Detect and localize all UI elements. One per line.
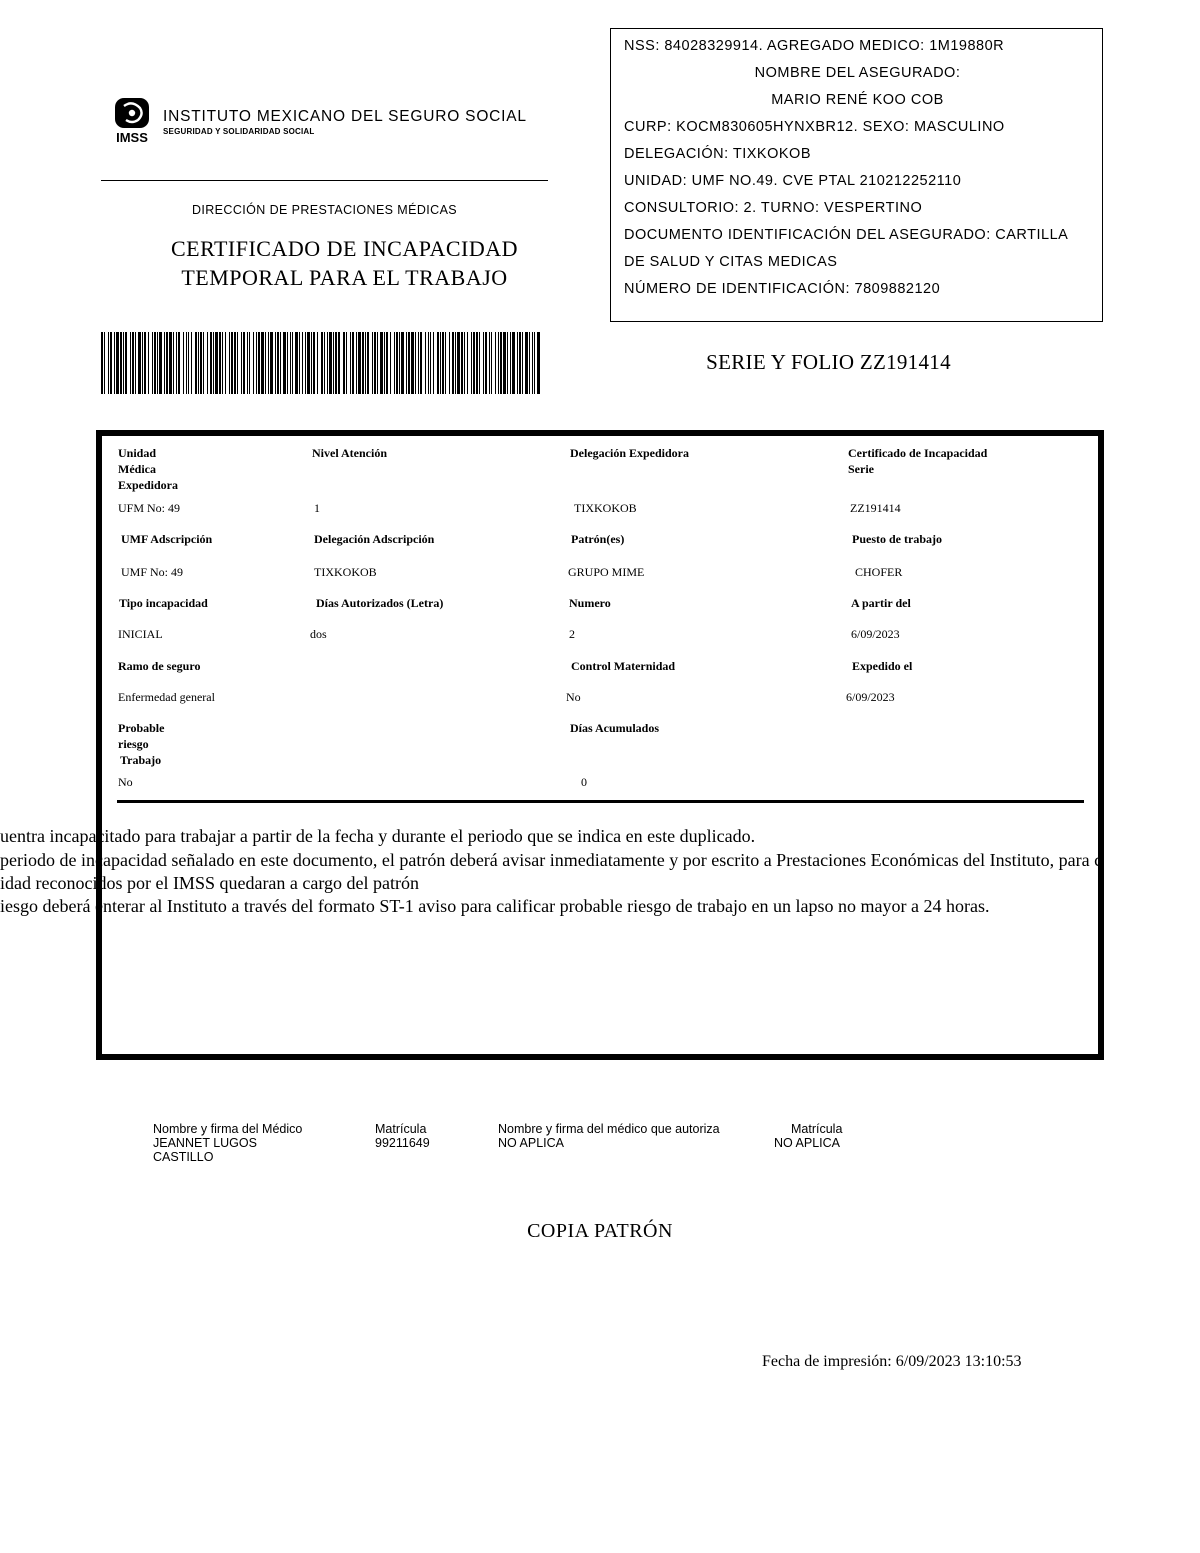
barcode-bar: [372, 332, 373, 394]
barcode-bar: [203, 332, 204, 394]
barcode-bar: [108, 332, 109, 394]
barcode-bar: [247, 332, 248, 394]
barcode-bar: [428, 332, 429, 394]
barcode-bar: [377, 332, 378, 394]
barcode-bar: [164, 332, 165, 394]
barcode-bar: [144, 332, 146, 394]
certificate-details-box: [96, 430, 1104, 1060]
label-delegacion-adscripcion: Delegación Adscripción: [314, 532, 435, 546]
barcode-bar: [173, 332, 174, 394]
institution-subtitle: SEGURIDAD Y SOLIDARIDAD SOCIAL: [163, 127, 315, 136]
barcode-bar: [489, 332, 490, 394]
barcode-bar: [237, 332, 238, 394]
barcode-bar: [287, 332, 288, 394]
barcode-bar: [110, 332, 112, 394]
barcode-bar: [500, 332, 502, 394]
barcode-bar: [483, 332, 484, 394]
barcode-bar: [356, 332, 357, 394]
label-certificado-serie: Certificado de Incapacidad Serie: [848, 446, 988, 476]
barcode-bar: [302, 332, 303, 394]
barcode-bar: [176, 332, 177, 394]
value-dias-acumulados: 0: [581, 775, 587, 789]
barcode-bar: [132, 332, 134, 394]
barcode-bar: [101, 332, 103, 394]
barcode-bar: [386, 332, 388, 394]
barcode-bar: [241, 332, 242, 394]
note-line-2: periodo de incapacidad señalado en este documento, el patrón deberá avisar inmediatamente y por escrito a Prestaciones Económicas del Instituto, para c: [0, 850, 1103, 870]
barcode-bar: [529, 332, 530, 394]
label-expedido-el: Expedido el: [852, 659, 913, 673]
barcode-bar: [399, 332, 400, 394]
doctor-label: Nombre y firma del Médico: [153, 1122, 303, 1136]
copy-label: COPIA PATRÓN: [527, 1220, 673, 1242]
barcode-bar: [346, 332, 347, 394]
value-certificado-serie: ZZ191414: [850, 501, 901, 515]
barcode-bar: [313, 332, 315, 394]
barcode-bar: [261, 332, 264, 394]
barcode-bar: [343, 332, 345, 394]
id-document-line-1: DOCUMENTO IDENTIFICACIÓN DEL ASEGURADO: CARTILLA: [624, 227, 1069, 243]
barcode-bar: [154, 332, 156, 394]
barcode-bar: [295, 332, 298, 394]
barcode-bar: [457, 332, 460, 394]
barcode-bar: [367, 332, 369, 394]
barcode-bar: [114, 332, 115, 394]
barcode-bar: [362, 332, 364, 394]
barcode-bar: [350, 332, 351, 394]
doctor-matricula-label: Matrícula: [375, 1122, 427, 1136]
barcode-bar: [191, 332, 192, 394]
barcode-bar: [138, 332, 141, 394]
delegation-line: DELEGACIÓN: TIXKOKOB: [624, 146, 812, 162]
label-dias-acumulados: Días Acumulados: [570, 721, 660, 735]
print-date: Fecha de impresión: 6/09/2023 13:10:53: [762, 1353, 1022, 1370]
barcode-bar: [517, 332, 518, 394]
header-divider: [101, 180, 548, 181]
label-unidad-medica: Unidad Médica Expedidora: [118, 446, 179, 492]
barcode-bar: [394, 332, 395, 394]
authorizing-doctor-name: NO APLICA: [498, 1136, 564, 1150]
barcode-bar: [384, 332, 385, 394]
barcode-bar: [123, 332, 124, 394]
barcode-bar: [327, 332, 328, 394]
barcode-bar: [135, 332, 136, 394]
doctor-signature-block: [153, 1122, 302, 1164]
label-umf-adscripcion: UMF Adscripción: [121, 532, 213, 546]
barcode-bar: [152, 332, 153, 394]
value-tipo-incapacidad: INICIAL: [118, 627, 163, 641]
barcode-bar: [537, 332, 540, 394]
barcode-bar: [120, 332, 122, 394]
nss-line: NSS: 84028329914. AGREGADO MEDICO: 1M19880R: [624, 38, 1005, 54]
authorizing-matricula-block: [774, 1122, 842, 1150]
insured-name: MARIO RENÉ KOO COB: [771, 92, 944, 108]
note-line-3: idad reconocidos por el IMSS quedaran a cargo del patrón: [0, 873, 420, 893]
barcode-bar: [249, 332, 250, 394]
barcode-bar: [491, 332, 492, 394]
barcode-bar: [519, 332, 521, 394]
label-a-partir-del: A partir del: [851, 596, 911, 610]
barcode-bar: [130, 332, 131, 394]
barcode-bar: [408, 332, 410, 394]
barcode-bar: [324, 332, 325, 394]
barcode-bar: [305, 332, 306, 394]
doctor-matricula: 99211649: [375, 1136, 430, 1150]
value-delegacion-expedidora: TIXKOKOB: [574, 501, 637, 515]
barcode-bar: [210, 332, 212, 394]
barcode-bar: [358, 332, 361, 394]
id-document-line-2: DE SALUD Y CITAS MEDICAS: [624, 254, 838, 270]
barcode-bar: [222, 332, 223, 394]
barcode-bar: [461, 332, 463, 394]
note-line-1: uentra incapacitado para trabajar a partir de la fecha y durante el periodo que se indica en este duplicado.: [0, 826, 756, 846]
barcode-bar: [166, 332, 168, 394]
value-expedido-el: 6/09/2023: [846, 690, 895, 704]
certificate-title-line2: TEMPORAL PARA EL TRABAJO: [181, 265, 508, 290]
doctor-matricula-block: [375, 1122, 430, 1150]
barcode-bar: [188, 332, 189, 394]
barcode-bar: [329, 332, 332, 394]
barcode-bar: [479, 332, 480, 394]
label-probable-riesgo: Probable riesgo Trabajo: [118, 721, 165, 767]
barcode-bar: [225, 332, 226, 394]
value-delegacion-adscripcion: TIXKOKOB: [314, 565, 377, 579]
barcode-bar: [256, 332, 257, 394]
barcode-bar: [317, 332, 318, 394]
barcode-bar: [243, 332, 245, 394]
barcode-bar: [406, 332, 407, 394]
value-a-partir-del: 6/09/2023: [851, 627, 900, 641]
certificate-title: [101, 234, 588, 292]
label-numero: Numero: [569, 596, 611, 610]
barcode-bar: [275, 332, 276, 394]
barcode-bar: [169, 332, 172, 394]
label-puesto-trabajo: Puesto de trabajo: [852, 532, 942, 546]
value-unidad-medica: UFM No: 49: [118, 501, 181, 515]
authorizing-matricula-label: Matrícula: [791, 1122, 843, 1136]
barcode-bar: [198, 332, 199, 394]
barcode-bar: [380, 332, 383, 394]
barcode-bar: [464, 332, 465, 394]
note-line-4: iesgo deberá enterar al Instituto a través del formato ST-1 aviso para calificar probable riesgo de trabajo en un lapso no mayor a 24 horas.: [0, 896, 990, 916]
barcode-bar: [157, 332, 158, 394]
barcode-bar: [445, 332, 446, 394]
barcode-bar: [258, 332, 260, 394]
barcode-bar: [142, 332, 143, 394]
barcode-bar: [415, 332, 416, 394]
curp-line: CURP: KOCM830605HYNXBR12. SEXO: MASCULINO: [624, 119, 1005, 135]
barcode-bar: [476, 332, 478, 394]
barcode-bar: [425, 332, 426, 394]
barcode-bar: [253, 332, 254, 394]
barcode-bar: [280, 332, 281, 394]
barcode-bar: [430, 332, 431, 394]
label-nivel-atencion: Nivel Atención: [312, 446, 387, 460]
barcode-bar: [534, 332, 535, 394]
barcode-bar: [159, 332, 162, 394]
barcode-bar: [290, 332, 291, 394]
authorizing-matricula: NO APLICA: [774, 1136, 840, 1150]
barcode-bar: [495, 332, 496, 394]
table-bottom-rule: [117, 800, 1084, 803]
office-line: CONSULTORIO: 2. TURNO: VESPERTINO: [624, 200, 923, 216]
imss-logo: [112, 96, 154, 146]
barcode-bar: [335, 332, 337, 394]
barcode-bar: [299, 332, 300, 394]
logo-text: IMSS: [116, 130, 148, 145]
barcode-bar: [307, 332, 310, 394]
label-control-maternidad: Control Maternidad: [571, 659, 676, 673]
label-dias-autorizados: Días Autorizados (Letra): [316, 596, 444, 610]
barcode-bar: [455, 332, 456, 394]
barcode-bar: [498, 332, 499, 394]
barcode-bar: [283, 332, 286, 394]
value-numero: 2: [569, 627, 575, 641]
barcode-bar: [473, 332, 475, 394]
barcode-bar: [333, 332, 334, 394]
barcode-bar: [207, 332, 208, 394]
barcode-bar: [277, 332, 279, 394]
certificate-title-line1: CERTIFICADO DE INCAPACIDAD: [171, 236, 518, 261]
barcode-bar: [452, 332, 454, 394]
barcode-bar: [268, 332, 269, 394]
barcode-bar: [125, 332, 127, 394]
value-patron: GRUPO MIME: [568, 565, 645, 579]
barcode-bar: [471, 332, 472, 394]
barcode-bar: [390, 332, 391, 394]
barcode-bar: [525, 332, 528, 394]
barcode-bar: [503, 332, 506, 394]
barcode-bar: [420, 332, 422, 394]
insured-info-box: [610, 28, 1103, 322]
barcode-bar: [178, 332, 180, 394]
value-dias-autorizados: dos: [310, 627, 327, 641]
barcode-bar: [321, 332, 323, 394]
barcode-bar: [485, 332, 487, 394]
barcode-bar: [265, 332, 266, 394]
label-delegacion-expedidora: Delegación Expedidora: [570, 446, 689, 460]
barcode-bar: [219, 332, 221, 394]
barcode-bar: [186, 332, 187, 394]
barcode-bar: [374, 332, 376, 394]
barcode-bar: [512, 332, 515, 394]
value-umf-adscripcion: UMF No: 49: [121, 565, 184, 579]
barcode-bar: [352, 332, 354, 394]
barcode-bar: [522, 332, 523, 394]
barcode-bar: [365, 332, 366, 394]
doctor-name-line1: JEANNET LUGOS: [153, 1136, 257, 1150]
barcode-bar: [215, 332, 218, 394]
barcode-bar: [442, 332, 444, 394]
unit-line: UNIDAD: UMF NO.49. CVE PTAL 210212252110: [624, 173, 962, 189]
authorizing-doctor-block: [498, 1122, 720, 1150]
value-probable-riesgo: No: [118, 775, 133, 789]
authorizing-doctor-label: Nombre y firma del médico que autoriza: [498, 1122, 720, 1136]
barcode-bar: [449, 332, 450, 394]
barcode-bar: [213, 332, 214, 394]
serie-folio: SERIE Y FOLIO ZZ191414: [706, 350, 951, 374]
value-ramo-seguro: Enfermedad general: [118, 690, 215, 704]
barcode-bar: [148, 332, 149, 394]
direction-title: DIRECCIÓN DE PRESTACIONES MÉDICAS: [191, 203, 458, 217]
label-tipo-incapacidad: Tipo incapacidad: [119, 596, 208, 610]
barcode-bar: [229, 332, 230, 394]
barcode-bar: [231, 332, 233, 394]
barcode-bar: [433, 332, 434, 394]
barcode-bar: [396, 332, 398, 394]
barcode-bar: [507, 332, 508, 394]
barcode-bar: [104, 332, 105, 394]
label-patron: Patrón(es): [571, 532, 625, 546]
barcode-bar: [234, 332, 236, 394]
id-number-line: NÚMERO DE IDENTIFICACIÓN: 7809882120: [624, 281, 941, 297]
barcode-bar: [467, 332, 468, 394]
barcode-bar: [195, 332, 197, 394]
barcode-bar: [116, 332, 119, 394]
insured-name-label: NOMBRE DEL ASEGURADO:: [754, 65, 961, 81]
label-ramo-seguro: Ramo de seguro: [118, 659, 201, 673]
barcode-bar: [532, 332, 533, 394]
barcode-bar: [411, 332, 414, 394]
institution-name: INSTITUTO MEXICANO DEL SEGURO SOCIAL: [163, 108, 527, 125]
barcode-bar: [510, 332, 511, 394]
barcode-bar: [437, 332, 439, 394]
barcode-bar: [200, 332, 202, 394]
barcode-bar: [311, 332, 312, 394]
barcode-bar: [270, 332, 273, 394]
doctor-name-line2: CASTILLO: [153, 1150, 214, 1164]
barcode-bar: [338, 332, 340, 394]
value-puesto-trabajo: CHOFER: [855, 565, 903, 579]
barcode-bar: [440, 332, 441, 394]
value-nivel-atencion: 1: [314, 501, 320, 515]
value-control-maternidad: No: [566, 690, 581, 704]
barcode-bar: [183, 332, 184, 394]
barcode-bar: [401, 332, 404, 394]
barcode-bar: [418, 332, 419, 394]
barcode-bar: [292, 332, 293, 394]
barcode: [101, 332, 541, 394]
